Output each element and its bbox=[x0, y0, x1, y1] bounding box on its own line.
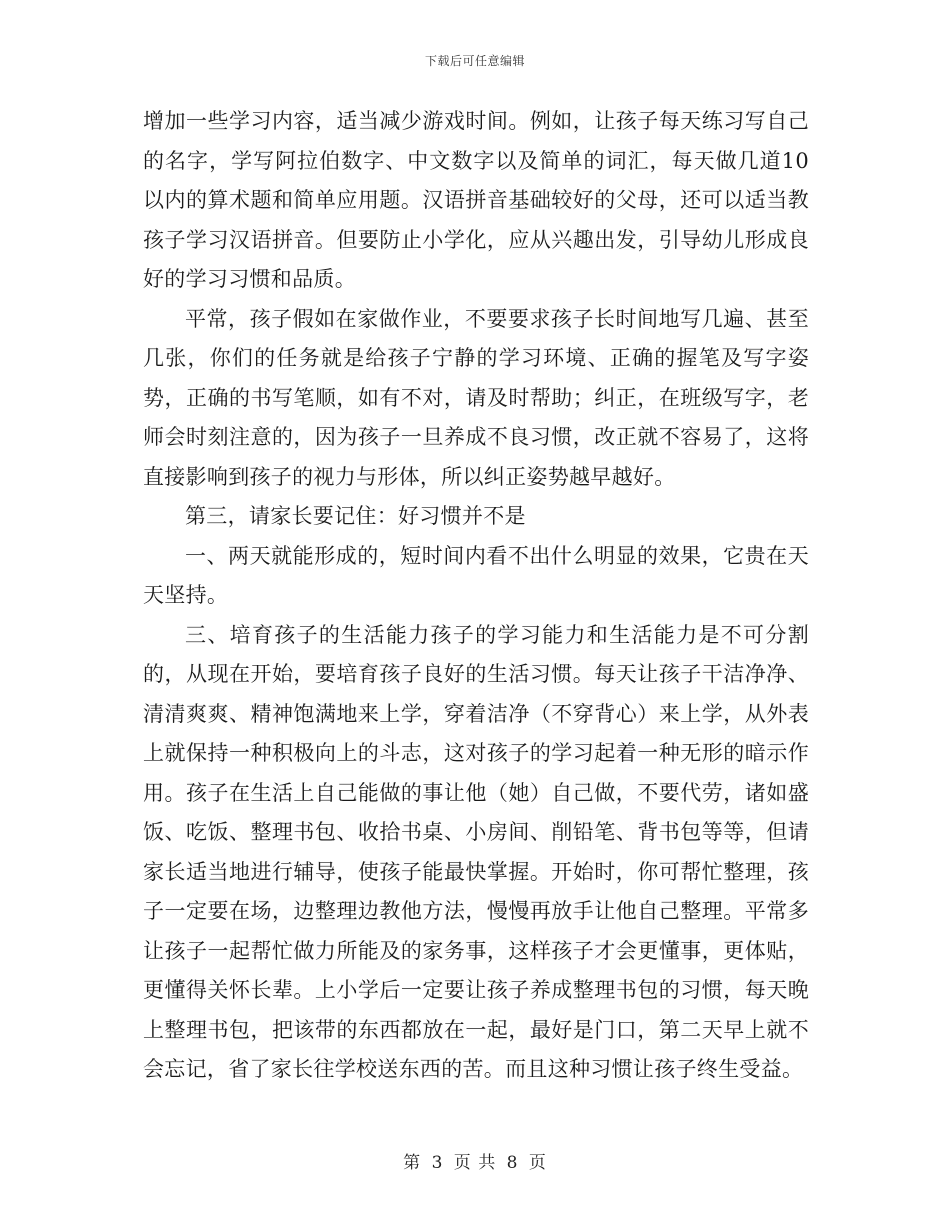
footer-page-number: 3 bbox=[431, 1153, 444, 1173]
page-footer bbox=[0, 1148, 950, 1173]
paragraph-1: 增加一些学习内容，适当减少游戏时间。例如，让孩子每天练习写自己的名字，学写阿拉伯数字、中文数字以及简单的词汇，每天做几道10以内的算术题和简单应用题。汉语拼音基础较好的父母，还可以适当教孩子学习汉语拼音。但要防止小学化，应从兴趣出发，引导幼儿形成良好的学习习惯和品质。 bbox=[143, 109, 809, 291]
footer-suffix: 页 bbox=[528, 1153, 547, 1173]
paragraph-5: 三、培育孩子的生活能力孩子的学习能力和生活能力是不可分割的，从现在开始，要培育孩子良好的生活习惯。每天让孩子干洁净净、清清爽爽、精神饱满地来上学，穿着洁净（不穿背心）来上学，从外表上就保持一种积极向上的斗志，这对孩子的学习起着一种无形的暗示作用。孩子在生活上自己能做的事让他（她）自己做，不要代劳，诸如盛饭、吃饭、整理书包、收拾书桌、小房间、削铅笔、背书包等等，但请家长适当地进行辅导，使孩子能最快掌握。开始时，你可帮忙整理，孩子一定要在场，边整理边教他方法，慢慢再放手让他自己整理。平常多让孩子一起帮忙做力所能及的家务事，这样孩子才会更懂事，更体贴，更懂得关怀长辈。上小学后一定要让孩子养成整理书包的习惯，每天晚上整理书包，把该带的东西都放在一起，最好是门口，第二天早上就不会忘记，省了家长往学校送东西的苦。而且这种习惯让孩子终生受益。 bbox=[143, 622, 809, 1081]
paragraph-2: 平常，孩子假如在家做作业，不要要求孩子长时间地写几遍、甚至几张，你们的任务就是给孩子宁静的学习环境、正确的握笔及写字姿势，正确的书写笔顺，如有不对，请及时帮助；纠正，在班级写字，老师会时刻注意的，因为孩子一旦养成不良习惯，改正就不容易了，这将直接影响到孩子的视力与形体，所以纠正姿势越早越好。 bbox=[143, 306, 809, 489]
paragraph-4: 一、两天就能形成的，短时间内看不出什么明显的效果，它贵在天天坚持。 bbox=[143, 543, 809, 607]
document-body bbox=[143, 102, 809, 1090]
footer-mid: 页 共 bbox=[453, 1153, 497, 1173]
paragraph-3: 第三，请家长要记住：好习惯并不是 bbox=[185, 504, 526, 528]
footer-prefix: 第 bbox=[403, 1153, 422, 1173]
footer-total-pages: 8 bbox=[506, 1153, 519, 1173]
header-note: 下载后可任意编辑 bbox=[424, 54, 525, 68]
